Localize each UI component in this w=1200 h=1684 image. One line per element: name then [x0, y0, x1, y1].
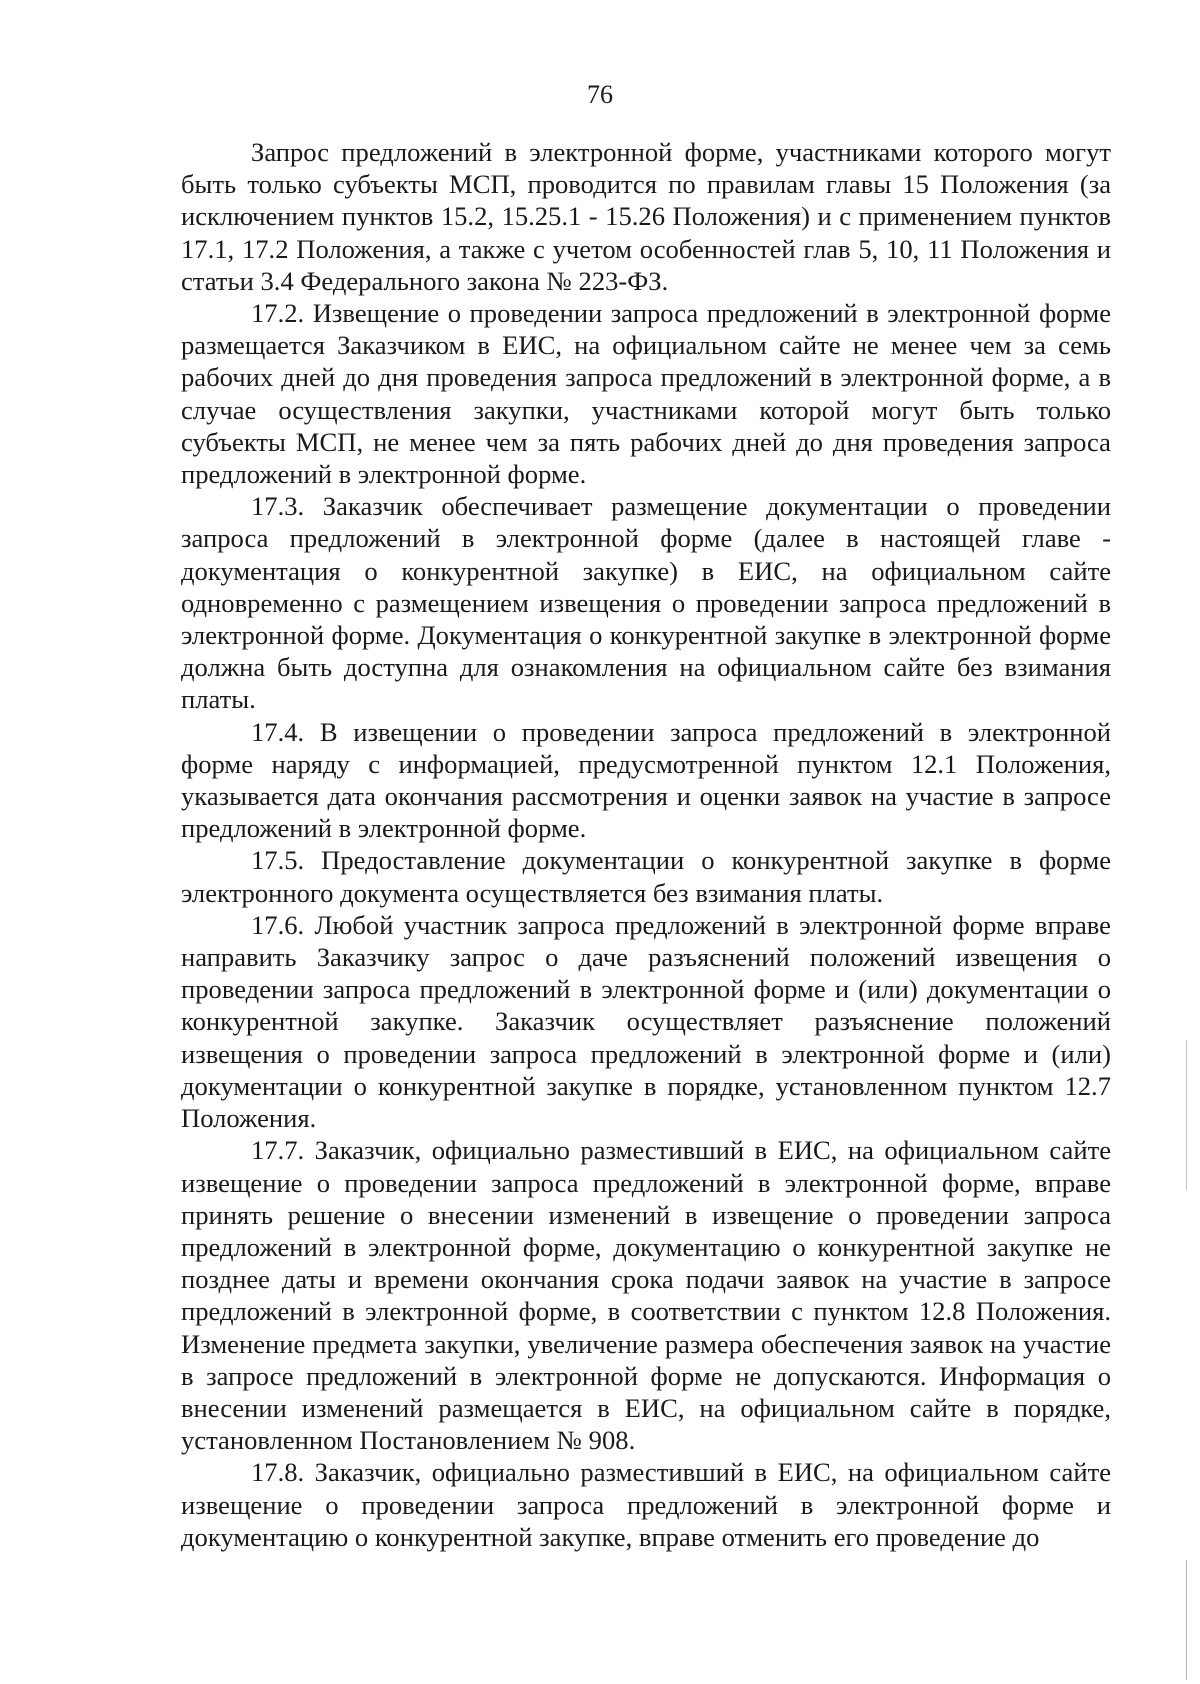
page-number: 76	[587, 80, 613, 109]
paragraph-17-7: 17.7. Заказчик, официально разместивший в ЕИС, на официальном сайте извещение о проведении запроса предложений в электронной форме, вправе принять решение о внесении изменений в извещение о проведении запроса предложений в электронной форме, документацию о конкурентной закупке не позднее даты и времени окончания срока подачи заявок на участие в запросе предложений в электронной форме, в соответствии с пунктом 12.8 Положения. Изменение предмета закупки, увеличение размера обеспечения заявок на участие в запросе предложений в электронной форме не допускаются. Информация о внесении изменений размещается в ЕИС, на официальном сайте в порядке, установленном Постановлением № 908.	[181, 1135, 1111, 1456]
paragraph-17-3: 17.3. Заказчик обеспечивает размещение документации о проведении запроса предложений в электронной форме (далее в настоящей главе - документация о конкурентной закупке) в ЕИС, на официальном сайте одновременно с размещением извещения о проведении запроса предложений в электронной форме. Документация о конкурентной закупке в электронной форме должна быть доступна для ознакомления на официальном сайте без взимания платы.	[181, 491, 1111, 715]
document-body	[181, 136, 1111, 1553]
paragraph-17-5: 17.5. Предоставление документации о конкурентной закупке в форме электронного документа осуществляется без взимания платы.	[181, 845, 1111, 908]
scan-edge-mark	[1186, 1040, 1187, 1190]
paragraph-17-2: 17.2. Извещение о проведении запроса предложений в электронной форме размещается Заказчиком в ЕИС, на официальном сайте не менее чем за семь рабочих дней до дня проведения запроса предложений в электронной форме, а в случае осуществления закупки, участниками которой могут быть только субъекты МСП, не менее чем за пять рабочих дней до дня проведения запроса предложений в электронной форме.	[181, 298, 1111, 490]
paragraph-17-8: 17.8. Заказчик, официально разместивший в ЕИС, на официальном сайте извещение о проведении запроса предложений в электронной форме и документацию о конкурентной закупке, вправе отменить его проведение до	[181, 1457, 1111, 1552]
scan-edge-mark	[1186, 1560, 1187, 1680]
paragraph-intro: Запрос предложений в электронной форме, участниками которого могут быть только субъекты МСП, проводится по правилам главы 15 Положения (за исключением пунктов 15.2, 15.25.1 - 15.26 Положения) и с применением пунктов 17.1, 17.2 Положения, а также с учетом особенностей глав 5, 10, 11 Положения и статьи 3.4 Федерального закона № 223-ФЗ.	[181, 137, 1111, 296]
paragraph-17-4: 17.4. В извещении о проведении запроса предложений в электронной форме наряду с информацией, предусмотренной пунктом 12.1 Положения, указывается дата окончания рассмотрения и оценки заявок на участие в запросе предложений в электронной форме.	[181, 716, 1111, 844]
paragraph-17-6: 17.6. Любой участник запроса предложений в электронной форме вправе направить Заказчику запрос о даче разъяснений положений извещения о проведении запроса предложений в электронной форме и (или) документации о конкурентной закупке. Заказчик осуществляет разъяснение положений извещения о проведении запроса предложений в электронной форме и (или) документации о конкурентной закупке в порядке, установленном пунктом 12.7 Положения.	[181, 909, 1111, 1134]
